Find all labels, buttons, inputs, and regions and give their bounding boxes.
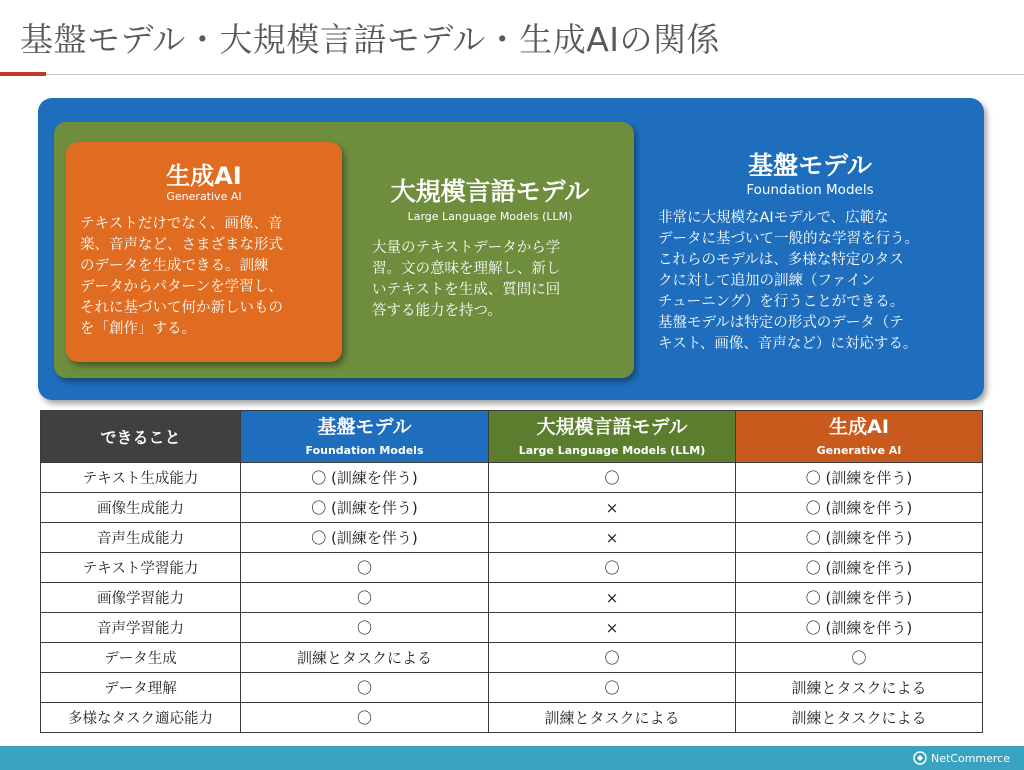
table-cell: 〇 <box>241 703 489 733</box>
table-cell: 訓練とタスクによる <box>489 703 736 733</box>
table-cell: 訓練とタスクによる <box>241 643 489 673</box>
table-cell: 〇 (訓練を伴う) <box>736 493 983 523</box>
column-header-generative <box>736 411 983 463</box>
foundation-model-description: 非常に大規模なAIモデルで、広範な データに基づいて一般的な学習を行う。 これらのモデルは、多様な特定のタス クに対して追加の訓練（ファイン チューニング）を行うことができる。 基盤モデルは特定の形式のデータ（テ キスト、画像、音声など）に対応する。 <box>658 210 919 352</box>
row-label: 音声生成能力 <box>41 523 241 553</box>
column-header-sub: Large Language Models (LLM) <box>518 443 706 457</box>
table-cell: 〇 <box>241 553 489 583</box>
table-cell: 〇 <box>241 583 489 613</box>
table-cell: × <box>489 583 736 613</box>
table-cell: 〇 (訓練を伴う) <box>736 553 983 583</box>
footer-band <box>0 746 1024 770</box>
footer-logo <box>913 749 1010 767</box>
table-cell: 〇 <box>489 463 736 493</box>
page-title: 基盤モデル・大規模言語モデル・生成AIの関係 <box>20 20 721 59</box>
row-label: データ生成 <box>41 643 241 673</box>
generative-ai-heading: 生成AI <box>166 162 242 190</box>
row-label: 画像学習能力 <box>41 583 241 613</box>
table-row <box>41 673 983 703</box>
column-header-main: 大規模言語モデル <box>536 415 688 438</box>
row-label: 画像生成能力 <box>41 493 241 523</box>
llm-heading: 大規模言語モデル <box>390 177 590 206</box>
table-cell: 〇 <box>489 643 736 673</box>
row-label: テキスト学習能力 <box>41 553 241 583</box>
capability-table <box>40 410 983 733</box>
netcommerce-logo-icon <box>913 751 927 765</box>
table-cell: × <box>489 613 736 643</box>
table-cell: × <box>489 493 736 523</box>
table-cell: 訓練とタスクによる <box>736 673 983 703</box>
table-corner-label: できること <box>41 411 241 463</box>
table-cell: 〇 <box>489 553 736 583</box>
table-cell: 〇 (訓練を伴う) <box>736 463 983 493</box>
row-label: データ理解 <box>41 673 241 703</box>
footer-logo-text: NetCommerce <box>930 751 1010 765</box>
table-row <box>41 463 983 493</box>
table-cell: 〇 (訓練を伴う) <box>241 463 489 493</box>
table-cell: 〇 <box>241 673 489 703</box>
column-header-sub: Foundation Models <box>305 443 424 457</box>
table-cell: 〇 (訓練を伴う) <box>241 523 489 553</box>
column-header-main: 基盤モデル <box>317 415 412 438</box>
row-label: 多様なタスク適応能力 <box>41 703 241 733</box>
table-cell: 訓練とタスクによる <box>736 703 983 733</box>
row-label: テキスト生成能力 <box>41 463 241 493</box>
table-row <box>41 583 983 613</box>
table-cell: 〇 <box>489 673 736 703</box>
column-header-main: 生成AI <box>829 415 889 438</box>
column-header-sub: Generative AI <box>816 443 902 457</box>
title-accent-bar <box>0 72 46 76</box>
llm-subheading: Large Language Models (LLM) <box>407 210 573 223</box>
table-row <box>41 643 983 673</box>
table-cell: 〇 (訓練を伴う) <box>736 583 983 613</box>
generative-ai-description: テキストだけでなく、画像、音 楽、音声など、さまざまな形式 のデータを生成できる。訓練 データからパターンを学習し、 それに基づいて何か新しいもの を「創作」する。 <box>80 216 283 337</box>
table-row <box>41 703 983 733</box>
table-cell: 〇 <box>241 613 489 643</box>
column-header-llm <box>489 411 736 463</box>
column-header-foundation <box>241 411 489 463</box>
table-cell: 〇 <box>736 643 983 673</box>
foundation-model-heading: 基盤モデル <box>748 151 872 180</box>
table-cell: × <box>489 523 736 553</box>
table-row <box>41 523 983 553</box>
foundation-model-subheading: Foundation Models <box>746 182 874 198</box>
llm-description: 大量のテキストデータから学 習。文の意味を理解し、新し いテキストを生成、質問に回 答する能力を持つ。 <box>372 240 561 319</box>
table-header-row <box>41 411 983 463</box>
generative-ai-subheading: Generative AI <box>166 190 242 203</box>
table-row <box>41 613 983 643</box>
table-row <box>41 553 983 583</box>
title-divider <box>0 74 1024 75</box>
row-label: 音声学習能力 <box>41 613 241 643</box>
table-cell: 〇 (訓練を伴う) <box>241 493 489 523</box>
table-cell: 〇 (訓練を伴う) <box>736 613 983 643</box>
table-row <box>41 493 983 523</box>
table-cell: 〇 (訓練を伴う) <box>736 523 983 553</box>
